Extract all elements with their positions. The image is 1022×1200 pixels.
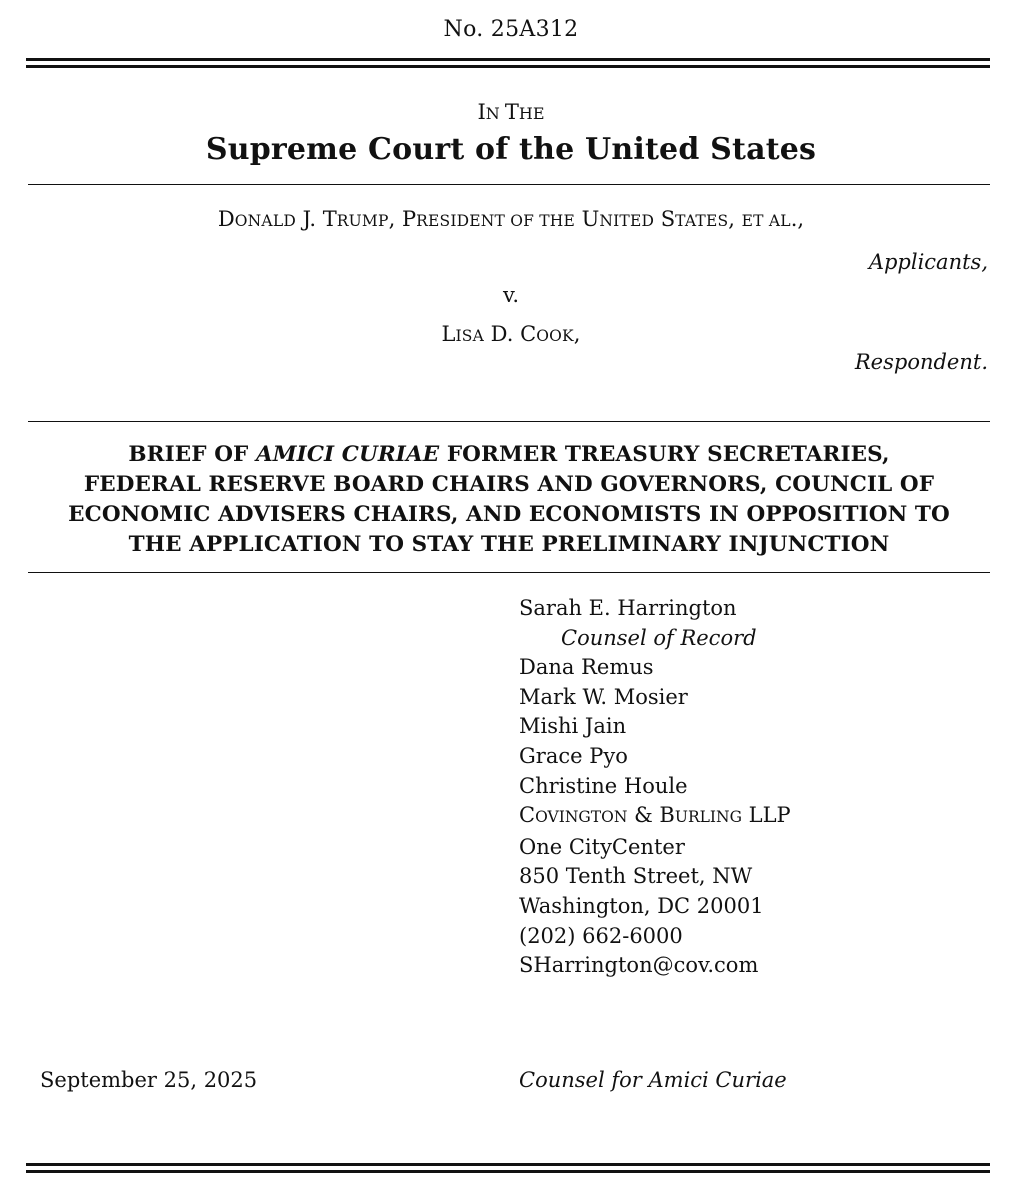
brief-title-line-2: FEDERAL RESERVE BOARD CHAIRS AND GOVERNORS, COUNCIL OF (83, 472, 935, 497)
filing-date: September 25, 2025 (40, 1068, 258, 1092)
attorney: Dana Remus (519, 655, 654, 680)
rule-above-title (28, 421, 990, 422)
attorney: Mishi Jain (519, 714, 627, 739)
phone-number: (202) 662-6000 (519, 923, 683, 948)
counsel-block (519, 594, 791, 981)
in-the-heading: IN THE (477, 100, 545, 124)
attorney: Christine Houle (519, 773, 688, 798)
brief-title-line-1: BRIEF OF AMICI CURIAE FORMER TREASURY SECRETARIES, (128, 442, 890, 467)
counsel-of-record: Counsel of Record (561, 625, 757, 650)
court-name: Supreme Court of the United States (205, 132, 817, 167)
applicants-names: DONALD J. TRUMP, PRESIDENT OF THE UNITED STATES, ET AL., (217, 207, 805, 231)
lead-counsel: Sarah E. Harrington (519, 596, 737, 620)
attorney: Grace Pyo (519, 743, 628, 768)
versus: v. (502, 283, 520, 307)
respondent-role: Respondent. (854, 350, 988, 374)
address-line: Washington, DC 20001 (519, 893, 764, 918)
address-line: One CityCenter (519, 834, 685, 859)
brief-title-line-4: THE APPLICATION TO STAY THE PRELIMINARY INJUNCTION (128, 532, 890, 557)
docket-number: No. 25A312 (443, 17, 579, 42)
email-address: SHarrington@cov.com (519, 953, 759, 978)
attorney: Mark W. Mosier (519, 684, 688, 709)
bottom-rule-lower (26, 1170, 990, 1173)
bottom-rule-upper (26, 1163, 990, 1166)
rule-below-court (28, 184, 990, 185)
rule-below-title (28, 572, 990, 573)
counsel-for: Counsel for Amici Curiae (519, 1068, 787, 1092)
brief-title (28, 440, 990, 560)
address-line: 850 Tenth Street, NW (519, 864, 753, 889)
applicants-role: Applicants, (868, 250, 988, 274)
top-rule-lower (26, 65, 990, 68)
brief-title-line-3: ECONOMIC ADVISERS CHAIRS, AND ECONOMISTS IN OPPOSITION TO (68, 502, 950, 527)
respondent-name: LISA D. COOK, (441, 322, 581, 346)
law-firm: COVINGTON & BURLING LLP (519, 803, 791, 828)
top-rule-upper (26, 58, 990, 61)
